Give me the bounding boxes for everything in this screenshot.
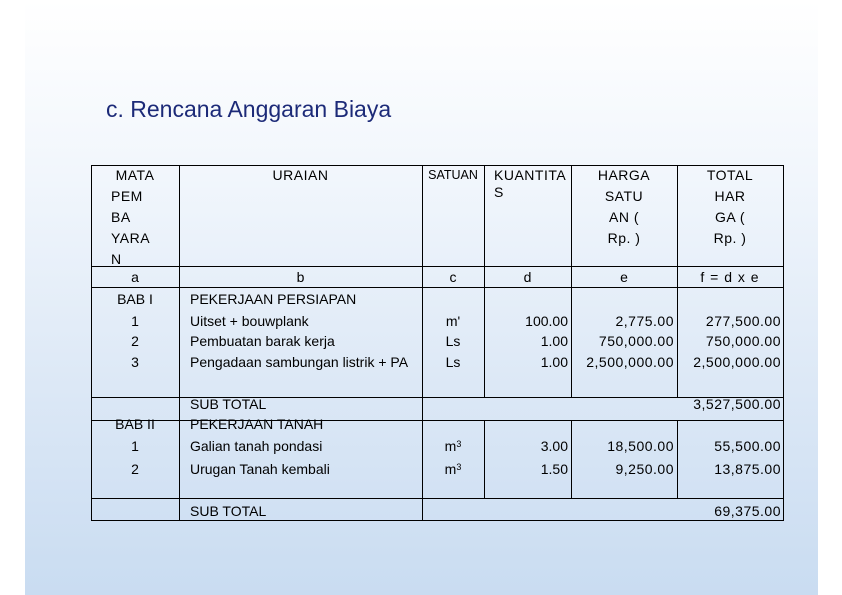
- header-kuantitas-line: S: [494, 184, 504, 200]
- col-letter-d: d: [523, 269, 532, 285]
- bab2-title: PEKERJAAN TANAH: [190, 416, 324, 432]
- header-kuantitas: [494, 165, 571, 203]
- col-letter-b: b: [296, 269, 305, 285]
- unit-text: m: [444, 461, 457, 477]
- bab1-row-harga: 2,500,000.00: [586, 354, 674, 370]
- bab2-code: BAB II: [115, 416, 155, 432]
- unit-superscript: 3: [456, 439, 462, 449]
- bab1-code: BAB I: [117, 291, 153, 307]
- row-divider: [91, 498, 784, 499]
- col-letter-c: c: [449, 269, 457, 285]
- bab2-subtotal-label: SUB TOTAL: [190, 503, 267, 519]
- bab2-row-harga: 9,250.00: [615, 461, 674, 477]
- bab1-title: PEKERJAAN PERSIAPAN: [190, 291, 357, 307]
- bab2-row-kuantitas: 3.00: [540, 438, 568, 454]
- bab1-row-total: 750,000.00: [705, 333, 781, 349]
- row-divider: [91, 287, 784, 288]
- header-mata-line: N: [111, 251, 122, 267]
- col-divider: [677, 420, 678, 498]
- page-title: c. Rencana Anggaran Biaya: [106, 96, 392, 122]
- header-harga: [571, 165, 677, 249]
- header-total-line: TOTAL: [706, 167, 754, 183]
- header-harga-line: Rp. ): [607, 230, 641, 246]
- bab2-row-kuantitas: 1.50: [540, 461, 568, 477]
- col-letter-a: a: [131, 269, 139, 285]
- bab1-row-no: 2: [131, 333, 139, 349]
- bab2-row-satuan: [422, 461, 484, 477]
- bab1-row-satuan: Ls: [445, 333, 461, 349]
- header-mata-line: YARA: [111, 230, 151, 246]
- bab2-row-uraian: Galian tanah pondasi: [190, 438, 323, 454]
- header-mata-line: PEM: [111, 188, 143, 204]
- bab1-row-uraian: Uitset + bouwplank: [190, 313, 309, 329]
- header-kuantitas-line: KUANTITA: [494, 167, 567, 183]
- bab1-row-harga: 750,000.00: [598, 333, 674, 349]
- header-total: [677, 165, 783, 249]
- bab1-subtotal-label: SUB TOTAL: [190, 396, 267, 412]
- bab1-row-harga: 2,775.00: [615, 313, 674, 329]
- header-mata: [91, 165, 179, 270]
- col-divider: [484, 420, 485, 498]
- bab2-subtotal-value: 69,375.00: [714, 503, 781, 519]
- bab1-subtotal-value: 3,527,500.00: [693, 396, 781, 412]
- header-mata-line: MATA: [115, 167, 155, 183]
- bab1-row-kuantitas: 100.00: [525, 313, 568, 329]
- header-harga-line: SATU: [604, 188, 644, 204]
- budget-table: [91, 165, 784, 521]
- header-harga-line: AN (: [609, 209, 639, 225]
- header-satuan: SATUAN: [428, 168, 478, 182]
- bab2-row-no: 2: [131, 461, 139, 477]
- col-divider: [571, 420, 572, 498]
- bab1-row-satuan: Ls: [445, 354, 461, 370]
- col-divider: [179, 165, 180, 521]
- bab1-row-kuantitas: 1.00: [540, 333, 568, 349]
- header-mata-line: BA: [111, 209, 131, 225]
- bab2-row-total: 13,875.00: [714, 461, 781, 477]
- bab1-row-no: 3: [131, 354, 139, 370]
- bab1-row-satuan: m': [445, 313, 461, 329]
- col-letter-e: e: [620, 269, 628, 285]
- bab2-row-total: 55,500.00: [714, 438, 781, 454]
- row-divider: [91, 266, 784, 267]
- header-uraian: URAIAN: [272, 167, 329, 183]
- bab1-row-uraian: Pengadaan sambungan listrik + PA: [190, 354, 409, 370]
- col-letter-f: f = d x e: [700, 269, 760, 285]
- header-total-line: HAR: [714, 188, 746, 204]
- header-harga-line: HARGA: [597, 167, 651, 183]
- header-total-line: GA (: [714, 209, 745, 225]
- table-border-bottom: [91, 520, 784, 521]
- bab2-row-uraian: Urugan Tanah kembali: [190, 461, 330, 477]
- bab1-row-uraian: Pembuatan barak kerja: [190, 333, 335, 349]
- bab2-row-satuan: [422, 438, 484, 454]
- unit-superscript: 3: [456, 462, 462, 472]
- bab2-row-harga: 18,500.00: [607, 438, 674, 454]
- bab2-row-no: 1: [131, 438, 139, 454]
- bab1-row-total: 2,500,000.00: [693, 354, 781, 370]
- unit-text: m: [444, 438, 457, 454]
- header-total-line: Rp. ): [713, 230, 747, 246]
- table-border-right: [783, 165, 784, 521]
- bab1-row-kuantitas: 1.00: [540, 354, 568, 370]
- bab1-row-no: 1: [131, 313, 139, 329]
- bab1-row-total: 277,500.00: [705, 313, 781, 329]
